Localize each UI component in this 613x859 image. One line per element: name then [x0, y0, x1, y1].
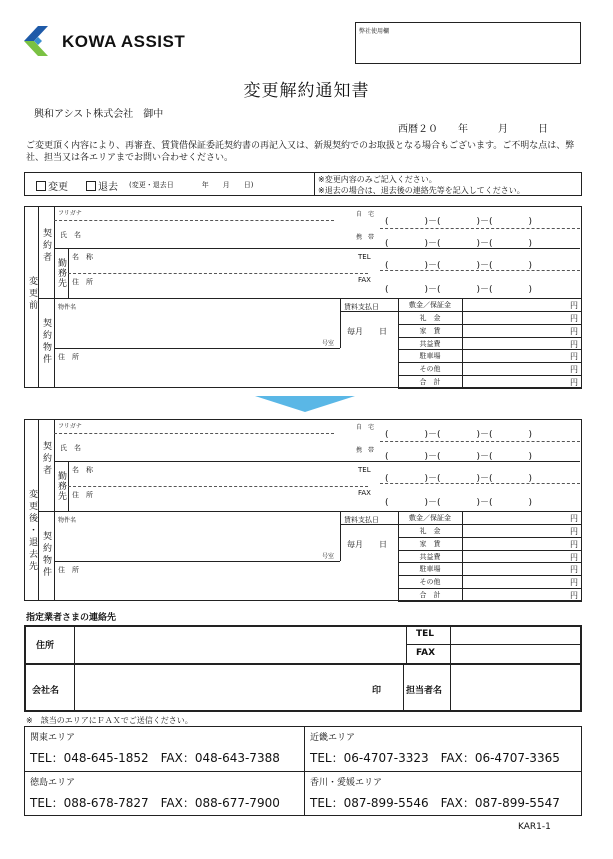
form-code: KAR1-1 — [518, 822, 551, 832]
section_before-fee-label: 共益費 — [419, 339, 441, 348]
agency-tel-field[interactable] — [452, 627, 580, 643]
section_after-fee-field[interactable] — [464, 512, 564, 523]
section_before-fee-label: 合 計 — [419, 378, 441, 387]
section_after-company-label: 名 称 — [72, 466, 93, 474]
section_after-phone-field[interactable]: ( )－( )－( ) — [385, 498, 533, 508]
section_after-fee-unit: 円 — [570, 539, 578, 549]
section_before-fee-unit: 円 — [570, 339, 578, 349]
section_before-fee-label: 家 賃 — [419, 326, 441, 335]
area-numbers: TEL：088-678-7827 FAX：088-677-7900 — [30, 796, 280, 810]
section_after-furigana-label: フリガナ — [58, 423, 82, 430]
section_before-phone-field[interactable]: ( )－( )－( ) — [385, 285, 533, 295]
logo-mark-icon — [24, 26, 60, 56]
agency-fax-label: FAX — [416, 648, 436, 658]
section_before-fee-label: 敷金／保証金 — [409, 301, 451, 309]
section_before-workplace-field[interactable] — [100, 250, 350, 296]
section_before-fee-unit: 円 — [570, 378, 578, 388]
down-arrow-icon — [255, 396, 355, 412]
section_after-fee-label: 駐車場 — [419, 565, 441, 574]
section_after-fee-unit: 円 — [570, 526, 578, 536]
section_before-address-label: 住 所 — [72, 278, 93, 286]
section_after-phone-field[interactable]: ( )－( )－( ) — [385, 452, 533, 462]
section_after-side-label: 変更後・退去先 — [27, 489, 37, 573]
section_after-workplace-field[interactable] — [100, 463, 350, 509]
cancel-option[interactable]: 退去 — [86, 178, 118, 193]
office-use-box[interactable] — [355, 22, 581, 64]
section_before-fee-unit: 円 — [570, 313, 578, 323]
area-name: 近畿エリア — [310, 733, 356, 743]
section_before-home-label: 自 宅 — [356, 211, 375, 218]
section_before-fee-label: 駐車場 — [419, 352, 441, 361]
section_before-fee-label: 礼 金 — [419, 313, 441, 322]
section_after-monthly-day-label: 毎月 日 — [347, 540, 387, 549]
section_after-room-label: 号室 — [322, 553, 335, 560]
area-note: ※ 該当のエリアにＦＡＸでご送信ください。 — [26, 716, 193, 725]
section_before-fax-label: FAX — [358, 276, 371, 284]
addressee: 興和アシスト株式会社 御中 — [34, 109, 164, 120]
section_after-property-name-label: 物件名 — [58, 517, 77, 524]
section_before-monthly-day-label: 毎月 日 — [347, 327, 387, 336]
section_before-property-name-label: 物件名 — [58, 304, 77, 311]
section_after-phone-field[interactable]: ( )－( )－( ) — [385, 430, 533, 440]
area-name: 徳島エリア — [30, 778, 76, 788]
section_before-company-label: 名 称 — [72, 253, 93, 261]
office-use-label: 弊社使用欄 — [359, 28, 390, 35]
section_before-side-label: 変更前 — [27, 276, 37, 312]
section_after-tel-label: TEL — [358, 466, 371, 474]
section_before-fee-field[interactable] — [464, 376, 564, 387]
cancel-date-label: (変更・退去日 年 月 日) — [129, 181, 254, 189]
section_after-property-address-field[interactable] — [58, 575, 394, 599]
section_after-name-label: 氏 名 — [60, 444, 81, 452]
section_before-fee-unit: 円 — [570, 365, 578, 375]
section_after-fee-label: 敷金／保証金 — [409, 514, 451, 522]
section_after-home-label: 自 宅 — [356, 424, 375, 431]
section_after-name-field[interactable] — [90, 435, 330, 459]
section_before-fee-label: その他 — [419, 365, 441, 374]
area-numbers: TEL：048-645-1852 FAX：048-643-7388 — [30, 751, 280, 765]
agency-tel-label: TEL — [416, 629, 435, 639]
area-numbers: TEL：087-899-5546 FAX：087-899-5547 — [310, 796, 560, 810]
agency-person-label: 担当者名 — [406, 686, 443, 696]
section_before-fee-unit: 円 — [570, 326, 578, 336]
section_after-fee-unit: 円 — [570, 565, 578, 575]
section_before-name-label: 氏 名 — [60, 231, 81, 239]
agency-person-field[interactable] — [452, 665, 580, 710]
agency-address-label: 住所 — [36, 641, 55, 651]
cancel-checkbox[interactable] — [86, 181, 96, 191]
section_after-address-label: 住 所 — [72, 491, 93, 499]
section_after-mobile-label: 携 帯 — [356, 447, 375, 454]
section_before-mobile-label: 携 帯 — [356, 234, 375, 241]
section_before-name-field[interactable] — [90, 222, 330, 246]
section_before-property-label: 契約物件 — [41, 318, 51, 366]
agency-fax-field[interactable] — [452, 646, 580, 662]
section_after-rent-due-label: 賃料支払日 — [344, 516, 379, 524]
agency-company-field[interactable] — [76, 665, 402, 710]
section_after-fee-unit: 円 — [570, 591, 578, 601]
section_after-fee-field[interactable] — [464, 589, 564, 600]
section_after-phone-field[interactable]: ( )－( )－( ) — [385, 474, 533, 484]
area-numbers: TEL：06-4707-3323 FAX：06-4707-3365 — [310, 751, 560, 765]
section_before-rent-due-label: 賃料支払日 — [344, 303, 379, 311]
agency-heading: 指定業者さまの連絡先 — [26, 613, 117, 623]
area-name: 関東エリア — [30, 733, 76, 743]
section_before-phone-field[interactable]: ( )－( )－( ) — [385, 261, 533, 271]
intro-text: ご変更頂く内容により、再審査、賃貸借保証委託契約書の再記入又は、新規契約でのお取扱となる場合もございます。ご不明な点は、弊社、担当又は各エリアまでお問い合わせください。 — [26, 141, 575, 163]
section_before-fee-field[interactable] — [464, 338, 564, 349]
section_before-phone-field[interactable]: ( )－( )－( ) — [385, 217, 533, 227]
section_after-property-label: 契約物件 — [41, 531, 51, 579]
section_after-workplace-label: 勤務先 — [56, 471, 66, 501]
section_after-fee-field[interactable] — [464, 551, 564, 562]
section_after-fee-field[interactable] — [464, 576, 564, 587]
section_before-furigana-label: フリガナ — [58, 210, 82, 217]
section_before-contractor-label: 契約者 — [41, 228, 51, 264]
section_before-fee-field[interactable] — [464, 363, 564, 374]
section_after-property-address-label: 住 所 — [58, 566, 79, 574]
section_after-fee-label: 共益費 — [419, 552, 441, 561]
section_after-contractor-label: 契約者 — [41, 441, 51, 477]
section_before-tel-label: TEL — [358, 253, 371, 261]
agency-company-label: 会社名 — [32, 686, 60, 696]
section_before-fee-unit: 円 — [570, 301, 578, 310]
section_after-fee-field[interactable] — [464, 563, 564, 574]
section_after-property-name-field[interactable] — [58, 523, 318, 557]
section_before-fee-field[interactable] — [464, 299, 564, 310]
date-line[interactable]: 西暦２０ 年 月 日 — [398, 124, 548, 135]
section_after-fee-label: 合 計 — [419, 591, 441, 600]
logo-text: KOWA ASSIST — [62, 32, 186, 51]
change-option[interactable]: 変更 — [36, 178, 68, 193]
section_before-fee-field[interactable] — [464, 350, 564, 361]
agency-address-field[interactable] — [76, 627, 404, 661]
section_before-fee-field[interactable] — [464, 312, 564, 323]
section_after-fee-label: 家 賃 — [419, 539, 441, 548]
section_before-fee-unit: 円 — [570, 352, 578, 362]
change-checkbox[interactable] — [36, 181, 46, 191]
section_before-fee-field[interactable] — [464, 325, 564, 336]
section_after-fee-field[interactable] — [464, 538, 564, 549]
section_after-fee-field[interactable] — [464, 525, 564, 536]
section_after-fee-unit: 円 — [570, 514, 578, 523]
section_after-fee-label: その他 — [419, 578, 441, 587]
section_after-fax-label: FAX — [358, 489, 371, 497]
document-title: 変更解約通知書 — [243, 81, 370, 101]
logo — [24, 26, 214, 58]
agency-seal-label: 印 — [372, 686, 382, 696]
section_before-property-address-field[interactable] — [58, 362, 394, 386]
section_after-fee-unit: 円 — [570, 552, 578, 562]
section_before-property-address-label: 住 所 — [58, 353, 79, 361]
note-change: ※変更内容のみご記入ください。 — [318, 175, 437, 184]
section_before-property-name-field[interactable] — [58, 310, 318, 344]
section_after-fee-unit: 円 — [570, 578, 578, 588]
section_before-phone-field[interactable]: ( )－( )－( ) — [385, 239, 533, 249]
section_after-fee-label: 礼 金 — [419, 526, 441, 535]
section_before-workplace-label: 勤務先 — [56, 258, 66, 288]
note-cancel: ※退去の場合は、退去後の連絡先等を記入してください。 — [318, 186, 525, 195]
area-name: 香川・愛媛エリア — [310, 778, 383, 788]
section_before-room-label: 号室 — [322, 340, 335, 347]
